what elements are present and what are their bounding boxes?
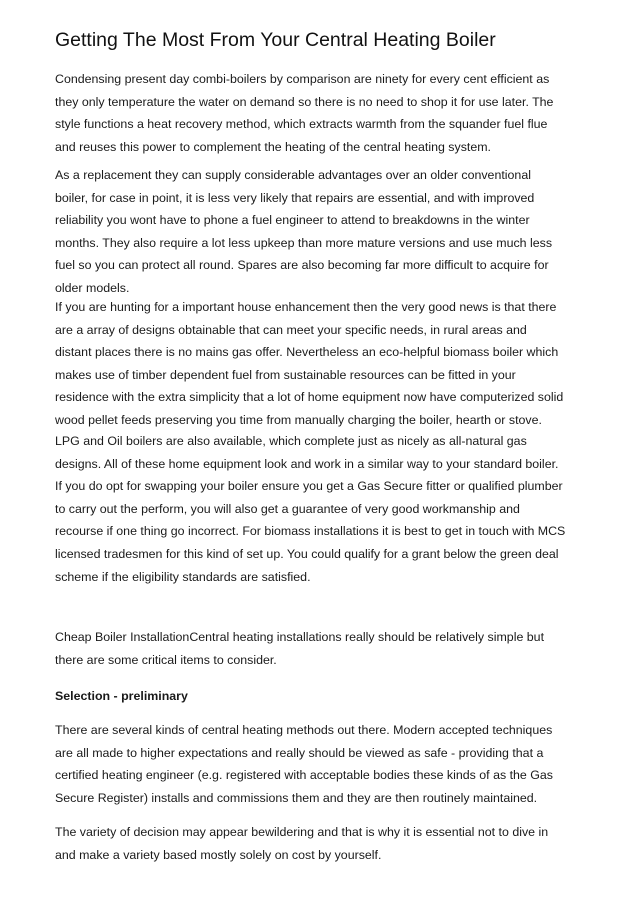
text-line: there are some critical items to consider. xyxy=(55,652,277,667)
paragraph-variety-decision xyxy=(55,821,548,866)
text-line: If you are hunting for a important house enhancement then the very good news is that there xyxy=(55,300,557,314)
text-line: As a replacement they can supply considerable advantages over an older conventional xyxy=(55,168,531,182)
text-line: licensed tradesmen for this kind of set up. You could qualify for a grant below the green deal xyxy=(55,546,559,561)
paragraph-heating-methods xyxy=(55,719,553,809)
text-line: certified heating engineer (e.g. registered with acceptable bodies these kinds of as the Gas xyxy=(55,768,553,783)
text-line: and make a variety based mostly solely on cost by yourself. xyxy=(55,847,382,862)
text-line: style functions a heat recovery method, which extracts warmth from the squander fuel flue xyxy=(55,117,548,132)
text-line: boiler, for case in point, it is less very likely that repairs are essential, and with improved xyxy=(55,190,535,205)
text-line: reliability you wont have to phone a fuel engineer to attend to breakdowns in the winter xyxy=(55,213,530,228)
section-heading-selection xyxy=(55,685,188,708)
text-line: Condensing present day combi-boilers by comparison are ninety for every cent efficient as xyxy=(55,72,550,86)
text-line: and reuses this power to complement the heating of the central heating system. xyxy=(55,139,491,154)
text-line: wood pellet feeds preserving you time from manually charging the boiler, hearth or stove. xyxy=(55,412,542,427)
paragraph-condensing-boilers xyxy=(55,68,553,158)
paragraph-advantages xyxy=(55,164,552,300)
text-line: scheme if the eligibility standards are satisfied. xyxy=(55,569,311,584)
text-line: makes use of timber dependent fuel from sustainable resources can be fitted in your xyxy=(55,367,516,382)
text-line: older models. xyxy=(55,280,130,295)
paragraph-cheap-installation xyxy=(55,626,544,671)
text-line: If you do opt for swapping your boiler ensure you get a Gas Secure fitter or qualified plumber xyxy=(55,479,563,494)
text-line: fuel so you can protect all round. Spares are also becoming far more difficult to acquire for xyxy=(55,258,549,273)
text-line: distant places there is no mains gas offer. Nevertheless an eco-helpful biomass boiler which xyxy=(55,345,559,360)
text-line: There are several kinds of central heating methods out there. Modern accepted techniques xyxy=(55,723,553,737)
text-line: Cheap Boiler InstallationCentral heating installations really should be relatively simple but xyxy=(55,630,545,644)
text-line: Secure Register) installs and commissions them and they are then routinely maintained. xyxy=(55,790,538,805)
text-line: The variety of decision may appear bewildering and that is why it is essential not to dive in xyxy=(55,825,549,839)
text-line: are a array of designs obtainable that can meet your specific needs, in rural areas and xyxy=(55,322,527,337)
paragraph-biomass xyxy=(55,296,563,432)
text-line: are all made to higher expectations and really should be viewed as safe - providing that a xyxy=(55,745,544,760)
text-line: residence with the extra simplicity that a lot of home equipment now have computerized solid xyxy=(55,390,564,405)
text-line: LPG and Oil boilers are also available, which complete just as nicely as all-natural gas xyxy=(55,434,527,448)
text-line: they only temperature the water on demand so there is no need to shop it for use later. The xyxy=(55,94,554,109)
text-line: to carry out the perform, you will also get a guarantee of very good workmanship and xyxy=(55,501,520,516)
paragraph-lpg-oil xyxy=(55,430,565,588)
text-line: Selection - preliminary xyxy=(55,689,188,703)
text-line: months. They also require a lot less upkeep than more mature versions and use much less xyxy=(55,235,553,250)
text-line: designs. All of these home equipment look and work in a similar way to your standard boiler. xyxy=(55,456,559,471)
text-line: recourse if one thing go incorrect. For biomass installations it is best to get in touch with MCS xyxy=(55,524,566,539)
page-title: Getting The Most From Your Central Heating Boiler xyxy=(55,29,496,51)
